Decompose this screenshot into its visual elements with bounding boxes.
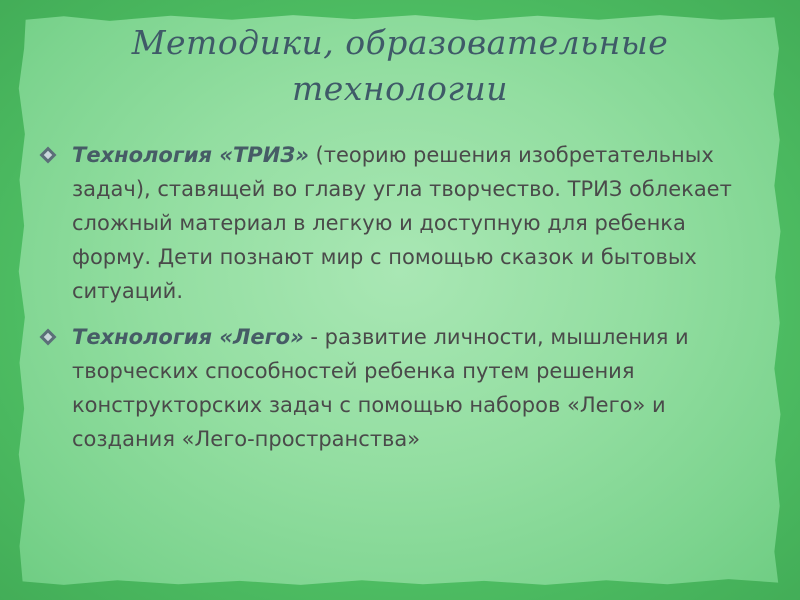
bullet-item-lego <box>40 320 740 456</box>
diamond-bullet-icon <box>40 329 57 346</box>
bullet-text: - развитие личности, мышления и творческих способностей ребенка путем решения конструкторских задач с помощью наборов «Лего» и создания «Лего-пространства» <box>72 325 689 451</box>
bullet-text: (теорию решения изобретательных задач), ставящей во главу угла творчество. ТРИЗ облекает сложный материал в легкую и доступную для ребенка форму. Дети познают мир с помощью сказок и бытовых ситуаций. <box>72 143 732 303</box>
slide-title: Методики, образовательные технологии <box>131 23 669 108</box>
bullet-term: Технология «ТРИЗ» <box>72 143 309 167</box>
bullet-term: Технология «Лего» <box>72 325 304 349</box>
diamond-bullet-icon <box>40 147 57 164</box>
bullet-item-triz <box>40 138 740 308</box>
bullet-list <box>40 138 740 468</box>
